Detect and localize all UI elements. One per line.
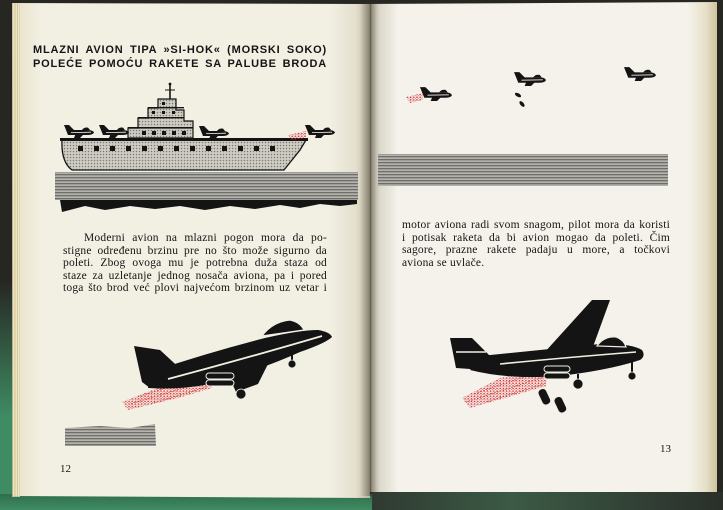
page-number-left: 12	[60, 463, 71, 475]
page-title-line-1: MLAZNI AVION TIPA »SI-HOK« (MORSKI SOKO)	[33, 44, 327, 56]
paragraph-line: toga što brod već plovi najvećom brzinom uz vetar i	[63, 282, 327, 294]
sea-band-left	[55, 172, 358, 212]
paragraph-line: Moderni avion na mlazni pogon mora da po-	[84, 232, 327, 244]
large-jet-left	[122, 320, 332, 410]
flight-deck	[60, 138, 308, 141]
paragraph-line: stigne određenu brzinu pre no što može sigurno da	[63, 244, 327, 257]
jets-in-flight	[406, 67, 656, 108]
carrier-hull	[62, 140, 306, 170]
cockpit-canopy	[597, 337, 626, 347]
paragraph-line: motor aviona radi svom snagom, pilot mora da koristi	[402, 219, 670, 231]
launching-jet	[305, 125, 335, 138]
jet-rockets	[544, 366, 570, 379]
right-paragraph	[402, 219, 670, 269]
paragraph-line: aviona se uvlače.	[402, 256, 485, 269]
large-jet-right	[450, 300, 644, 414]
falling-rockets	[537, 387, 568, 414]
rocket-exhaust	[406, 93, 423, 103]
sea-band-right	[378, 154, 668, 186]
flying-jet	[624, 67, 656, 81]
carrier-mast	[165, 83, 175, 99]
paragraph-line: i potisak raketa da bi avion mogao da poleti. Čim	[402, 231, 670, 244]
flying-jet	[420, 87, 452, 101]
paragraph-line: sagore, prazne rakete padaju u more, a točkovi	[402, 244, 670, 256]
deck-jet	[199, 126, 229, 139]
page-title-line-2: POLEĆE POMOĆU RAKETE SA PALUBE BRODA	[33, 58, 327, 70]
paragraph-line: staze za uzletanje jednog nosača aviona, pa i pored	[63, 269, 327, 282]
jet-rockets	[206, 373, 234, 386]
deck-jet	[64, 125, 94, 138]
sea-patch-bottom-left	[65, 424, 156, 446]
left-paragraph	[63, 232, 327, 295]
deck-jet	[99, 125, 129, 138]
falling-rockets	[514, 92, 525, 108]
page-number-right: 13	[660, 443, 671, 455]
flying-jet	[514, 72, 546, 86]
paragraph-line: poleti. Zbog ovoga mu je potrebna duža staza od	[63, 257, 327, 269]
aircraft-carrier	[60, 83, 335, 170]
